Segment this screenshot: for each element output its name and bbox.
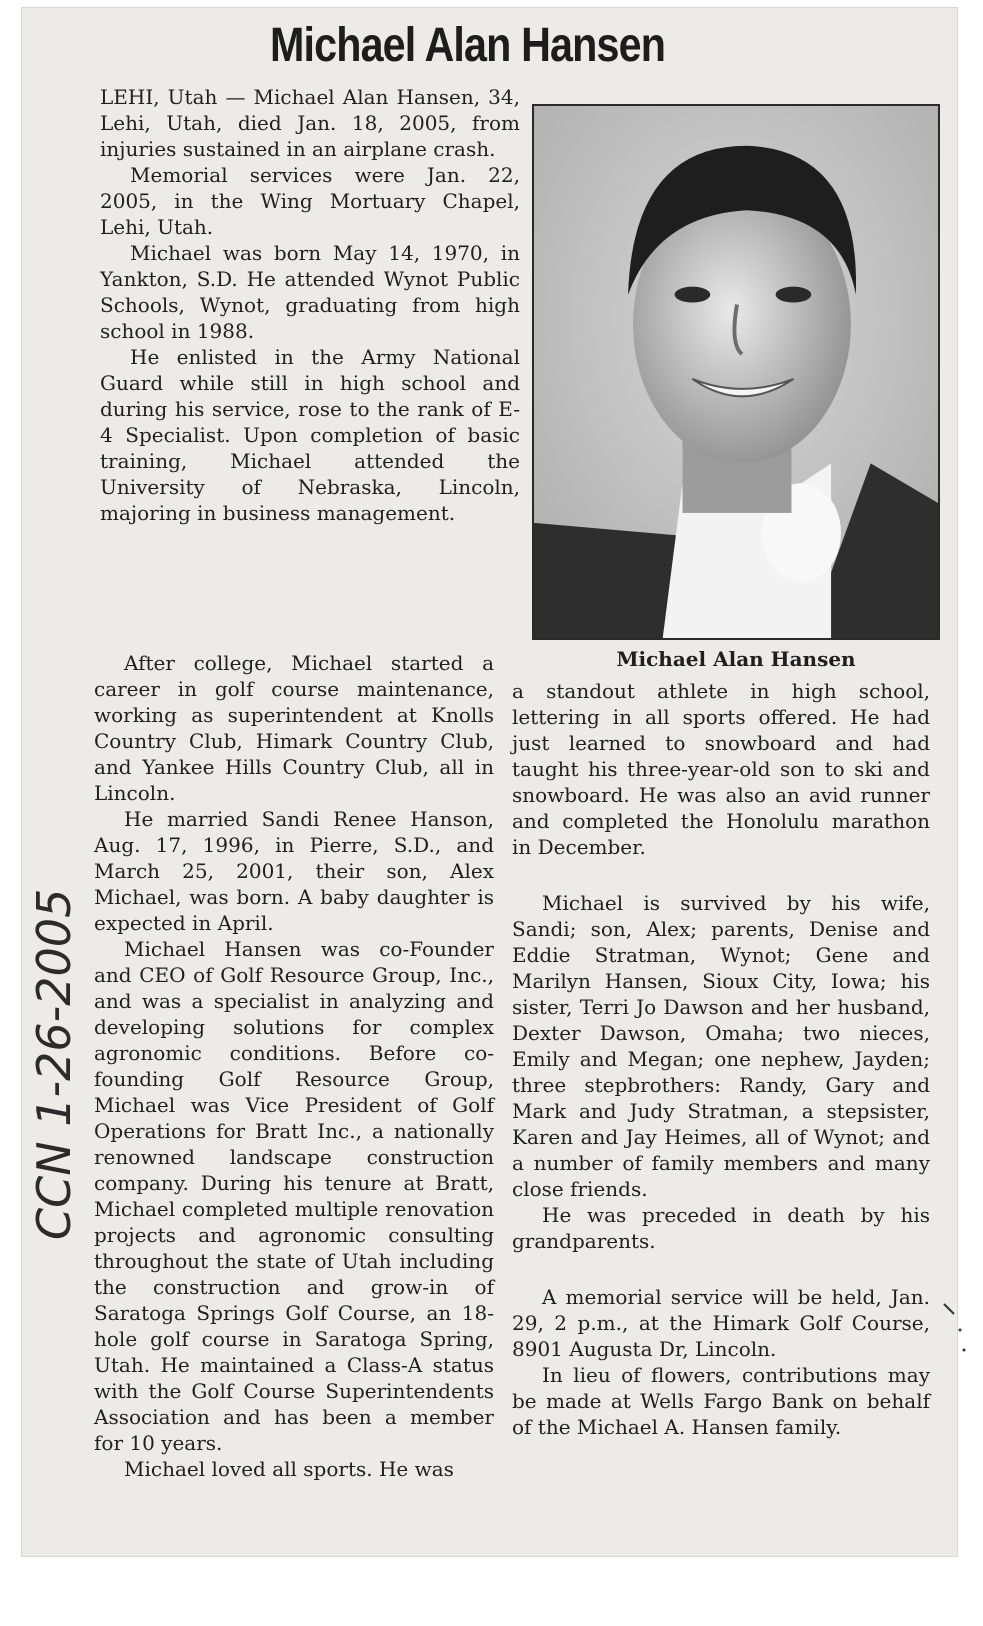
column-2	[512, 678, 930, 1440]
handwriting-text: CCN 1-26-2005	[30, 888, 81, 1240]
paragraph-memorial-services: Memorial services were Jan. 22, 2005, in the Wing Mortuary Chapel, Lehi, Utah.	[100, 163, 520, 239]
handwritten-date-annotation	[30, 680, 90, 1240]
portrait-photo	[532, 104, 940, 640]
portrait-illustration	[534, 106, 938, 638]
column-1-top	[100, 84, 520, 526]
stray-marks	[940, 1300, 970, 1360]
paragraph-sports-continued: a standout athlete in high school, lettering in all sports offered. He had just learned to snowboard and had taught his three-year-old son to ski and snowboard. He was also an avid runner and completed the Honolulu marathon in December.	[512, 679, 930, 859]
paragraph-survivors: Michael is survived by his wife, Sandi; son, Alex; parents, Denise and Eddie Stratman, Wynot; Gene and Marilyn Hansen, Sioux City, Iowa; his sister, Terri Jo Dawson and her husband, Dexter Dawson, Omaha; two nieces, Emily and Megan; one nephew, Jayden; three stepbrothers: Randy, Gary and Mark and Judy Stratman, a stepsister, Karen and Jay Heimes, all of Wynot; and a number of family members and many close friends.	[512, 891, 930, 1201]
handwriting-graphic	[30, 680, 90, 1240]
paragraph-death-notice: LEHI, Utah — Michael Alan Hansen, 34, Lehi, Utah, died Jan. 18, 2005, from injuries sustained in an airplane crash.	[100, 85, 520, 161]
paragraph-career: After college, Michael started a career in golf course maintenance, working as superintendent at Knolls Country Club, Himark Country Club, and Yankee Hills Country Club, all in Lincoln.	[94, 651, 494, 805]
photo-caption: Michael Alan Hansen	[616, 647, 856, 671]
paragraph-marriage: He married Sandi Renee Hanson, Aug. 17, 1996, in Pierre, S.D., and March 25, 2001, their son, Alex Michael, was born. A baby daughter is expected in April.	[94, 807, 494, 935]
paragraph-preceded: He was preceded in death by his grandparents.	[512, 1203, 930, 1253]
paragraph-golf-resource-group: Michael Hansen was co-Founder and CEO of Golf Resource Group, Inc., and was a specialist in analyzing and developing solutions for complex agronomic conditions. Before co-founding Golf Resource Group, Michael was Vice President of Golf Operations for Bratt Inc., a nationally renowned landscape construction company. During his tenure at Bratt, Michael completed multiple renovation projects and agronomic consulting throughout the state of Utah including the construction and grow-in of Saratoga Springs Golf Course, an 18-hole golf course in Saratoga Spring, Utah. He maintained a Class-A status with the Golf Course Superintendents Association and has been a member for 10 years.	[94, 937, 494, 1455]
paragraph-sports-start: Michael loved all sports. He was	[124, 1457, 454, 1481]
paragraph-memorial-service: A memorial service will be held, Jan. 29, 2 p.m., at the Himark Golf Course, 8901 Augusta Dr, Lincoln.	[512, 1285, 930, 1361]
stray-marks-graphic	[940, 1300, 970, 1360]
paragraph-contributions: In lieu of flowers, contributions may be made at Wells Fargo Bank on behalf of the Michael A. Hansen family.	[512, 1363, 930, 1439]
paragraph-birth: Michael was born May 14, 1970, in Yankton, S.D. He attended Wynot Public Schools, Wynot, graduating from high school in 1988.	[100, 241, 520, 343]
paragraph-military: He enlisted in the Army National Guard while still in high school and during his service, rose to the rank of E-4 Specialist. Upon completion of basic training, Michael attended the University of Nebraska, Lincoln, majoring in business management.	[100, 345, 520, 525]
column-1-bottom	[94, 650, 494, 1482]
obituary-headline: Michael Alan Hansen	[270, 19, 666, 72]
